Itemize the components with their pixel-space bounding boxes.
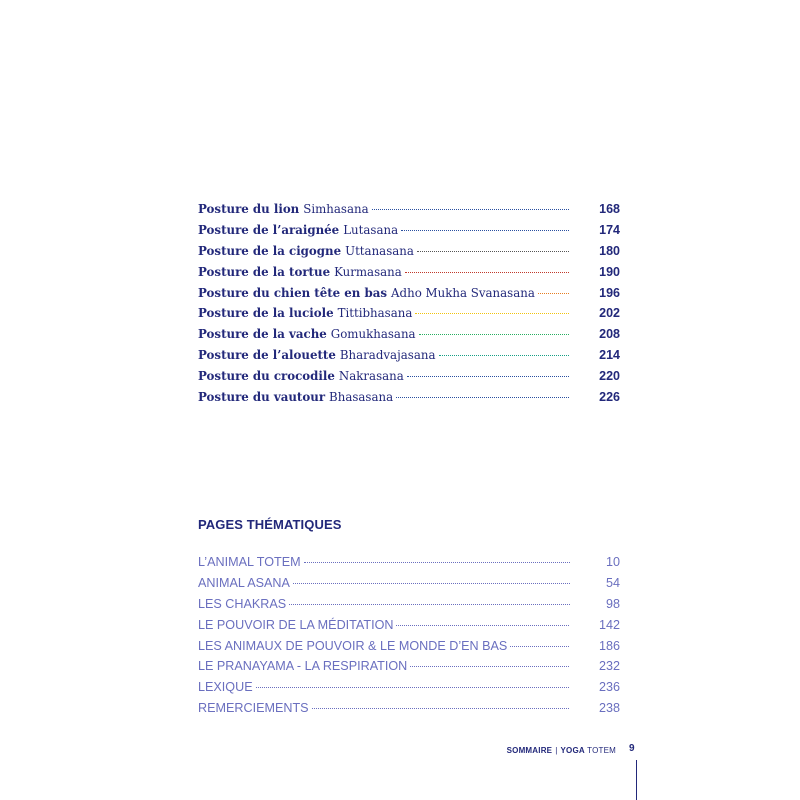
dot-leader: [304, 562, 570, 563]
page-number: 10: [605, 555, 620, 569]
page-number: 142: [598, 617, 620, 632]
dot-leader: [289, 604, 570, 605]
running-footer: [507, 746, 616, 755]
page-number: 190: [599, 264, 620, 279]
sanskrit-name: Lutasana: [343, 222, 399, 237]
thematic-entry[interactable]: [198, 698, 620, 719]
dot-leader: [401, 230, 569, 231]
dot-leader: [510, 646, 569, 647]
toc-entry[interactable]: [198, 283, 620, 304]
page-number: 54: [605, 575, 620, 590]
dot-leader: [396, 397, 569, 398]
dot-leader: [415, 313, 569, 314]
dot-leader: [410, 666, 569, 667]
posture-name: Posture du vautour: [198, 390, 326, 405]
thematic-label: LE POUVOIR DE LA MÉDITATION: [198, 617, 394, 632]
thematic-entry[interactable]: [198, 615, 620, 636]
page-number: 168: [599, 202, 620, 216]
page-number: 180: [599, 243, 620, 258]
toc-entry[interactable]: [198, 199, 620, 220]
footer-book-rest: TOTEM: [587, 746, 616, 755]
page-number: 226: [599, 390, 620, 405]
posture-name: Posture du chien tête en bas: [198, 285, 388, 300]
thematic-entry[interactable]: [198, 656, 620, 677]
thematic-section-title: PAGES THÉMATIQUES: [198, 517, 342, 532]
thematic-label: LES CHAKRAS: [198, 596, 287, 611]
footer-section: SOMMAIRE: [506, 746, 553, 755]
toc-entry[interactable]: [198, 241, 620, 262]
folio-page-number: 9: [629, 743, 635, 754]
posture-name: Posture du crocodile: [198, 369, 335, 384]
posture-name: Posture de la tortue: [198, 264, 331, 279]
dot-leader: [396, 625, 569, 626]
thematic-label: LE PRANAYAMA - LA RESPIRATION: [198, 659, 408, 674]
toc-entry[interactable]: [198, 387, 620, 408]
dot-leader: [372, 209, 569, 210]
sanskrit-name: Simhasana: [303, 202, 369, 216]
posture-list: [198, 199, 620, 408]
thematic-entry[interactable]: [198, 573, 620, 594]
page-number: 238: [598, 701, 620, 716]
thematic-entry[interactable]: [198, 552, 620, 573]
sanskrit-name: Nakrasana: [338, 369, 404, 384]
sanskrit-name: Uttanasana: [345, 243, 414, 258]
page-number: 220: [599, 369, 620, 384]
thematic-label: LEXIQUE: [198, 680, 253, 695]
page-number: 202: [599, 306, 620, 321]
sanskrit-name: Bhasasana: [329, 390, 394, 405]
thematic-label: REMERCIEMENTS: [198, 701, 309, 716]
posture-name: Posture de la vache: [198, 327, 327, 342]
sanskrit-name: Adho Mukha Svanasana: [391, 285, 535, 300]
toc-entry[interactable]: [198, 220, 620, 241]
toc-entry[interactable]: [198, 345, 620, 366]
dot-leader: [256, 687, 569, 688]
posture-name: Posture du lion: [198, 202, 300, 216]
sanskrit-name: Bharadvajasana: [339, 348, 436, 363]
sanskrit-name: Gomukhasana: [330, 327, 416, 342]
thematic-list: [198, 552, 620, 719]
toc-entry[interactable]: [198, 324, 620, 345]
posture-name: Posture de la cigogne: [198, 243, 342, 258]
dot-leader: [417, 251, 569, 252]
dot-leader: [293, 583, 570, 584]
thematic-label: LES ANIMAUX DE POUVOIR & LE MONDE D’EN BAS: [198, 638, 508, 653]
footer-rule: [636, 760, 637, 800]
dot-leader: [312, 708, 569, 709]
dot-leader: [419, 334, 570, 335]
toc-entry[interactable]: [198, 262, 620, 283]
thematic-label: L’ANIMAL TOTEM: [198, 555, 301, 569]
page-number: 174: [599, 222, 620, 237]
dot-leader: [439, 355, 570, 356]
page-number: 98: [605, 596, 620, 611]
page-number: 196: [599, 285, 620, 300]
thematic-entry[interactable]: [198, 636, 620, 657]
footer-separator: |: [555, 746, 558, 755]
footer-book-bold: YOGA: [560, 746, 585, 755]
thematic-entry[interactable]: [198, 677, 620, 698]
page-number: 236: [598, 680, 620, 695]
page-number: 214: [599, 348, 620, 363]
dot-leader: [407, 376, 569, 377]
posture-name: Posture de l’alouette: [198, 348, 336, 363]
thematic-label: ANIMAL ASANA: [198, 575, 290, 590]
dot-leader: [538, 293, 569, 294]
toc-entry[interactable]: [198, 303, 620, 324]
posture-name: Posture de l’araignée: [198, 222, 340, 237]
dot-leader: [405, 272, 569, 273]
thematic-entry[interactable]: [198, 594, 620, 615]
sanskrit-name: Tittibhasana: [337, 306, 413, 321]
page-number: 208: [599, 327, 620, 342]
page-number: 232: [598, 659, 620, 674]
posture-name: Posture de la luciole: [198, 306, 334, 321]
toc-entry[interactable]: [198, 366, 620, 387]
sanskrit-name: Kurmasana: [334, 264, 402, 279]
page-number: 186: [598, 638, 620, 653]
